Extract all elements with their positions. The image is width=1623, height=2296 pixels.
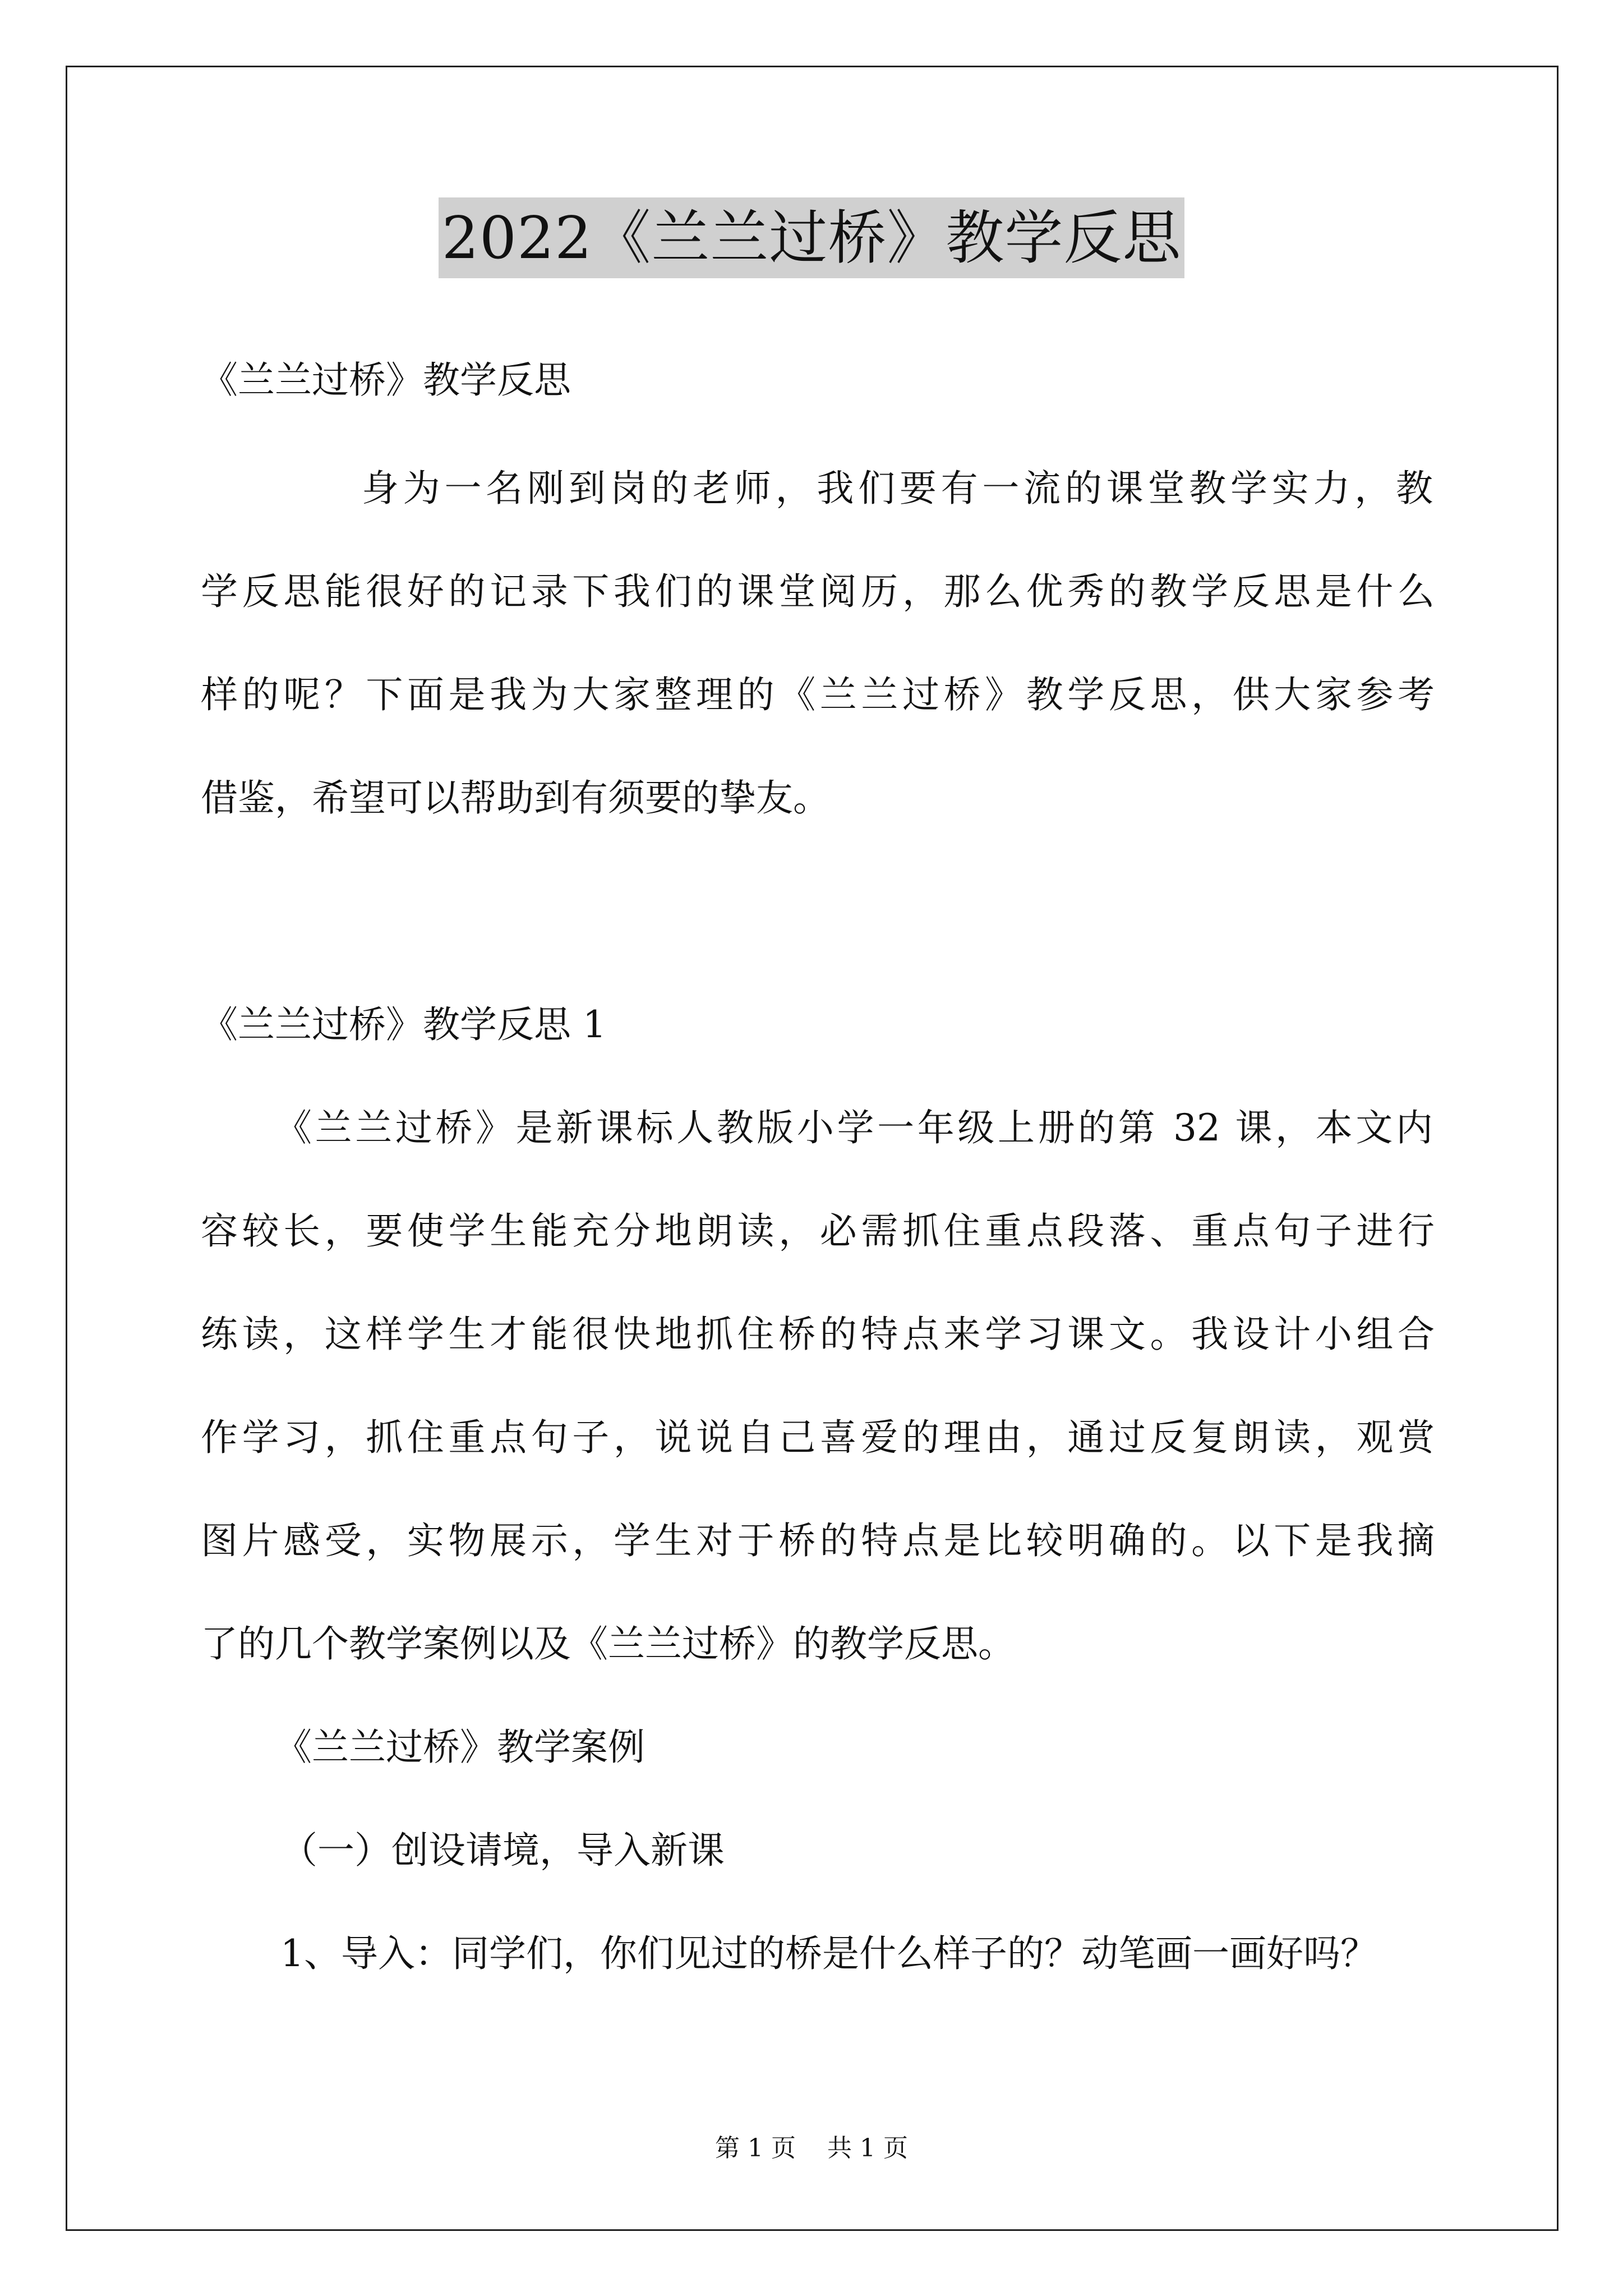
subtitle: 《兰兰过桥》教学反思 <box>201 358 571 402</box>
section1-line-5: 图片感受，实物展示，学生对于桥的特点是比较明确的。以下是我摘 <box>201 1519 1435 1562</box>
section1-line-6: 了的几个教学案例以及《兰兰过桥》的教学反思。 <box>201 1622 1015 1665</box>
intro-line-3: 样的呢？下面是我为大家整理的《兰兰过桥》教学反思，供大家参考 <box>201 673 1435 716</box>
intro-line-1: 身为一名刚到岗的老师，我们要有一流的课堂教学实力，教 <box>362 467 1433 510</box>
step1-line: 1、导入：同学们，你们见过的桥是什么样子的？动笔画一画好吗？ <box>280 1932 1377 1975</box>
intro-line-4: 借鉴，希望可以帮助到有须要的挚友。 <box>201 776 830 820</box>
page-total: 共 1 页 <box>827 2134 908 2162</box>
page-footer <box>0 2132 1623 2165</box>
section1-line-3: 练读，这样学生才能很快地抓住桥的特点来学习课文。我设计小组合 <box>201 1313 1435 1356</box>
intro-line-2: 学反思能很好的记录下我们的课堂阅历，那么优秀的教学反思是什么 <box>201 570 1435 613</box>
section1-line-4: 作学习，抓住重点句子，说说自己喜爱的理由，通过反复朗读，观赏 <box>201 1416 1435 1459</box>
step-heading: （一）创设请境，导入新课 <box>280 1829 725 1872</box>
section1-line-1: 《兰兰过桥》是新课标人教版小学一年级上册的第 32 课，本文内 <box>275 1106 1433 1149</box>
case-heading: 《兰兰过桥》教学案例 <box>275 1726 645 1769</box>
document-title: 2022《兰兰过桥》教学反思 <box>439 197 1185 278</box>
page-number: 第 1 页 <box>715 2134 796 2162</box>
section1-heading: 《兰兰过桥》教学反思 1 <box>201 1003 606 1046</box>
section1-line-2: 容较长，要使学生能充分地朗读，必需抓住重点段落、重点句子进行 <box>201 1209 1435 1253</box>
